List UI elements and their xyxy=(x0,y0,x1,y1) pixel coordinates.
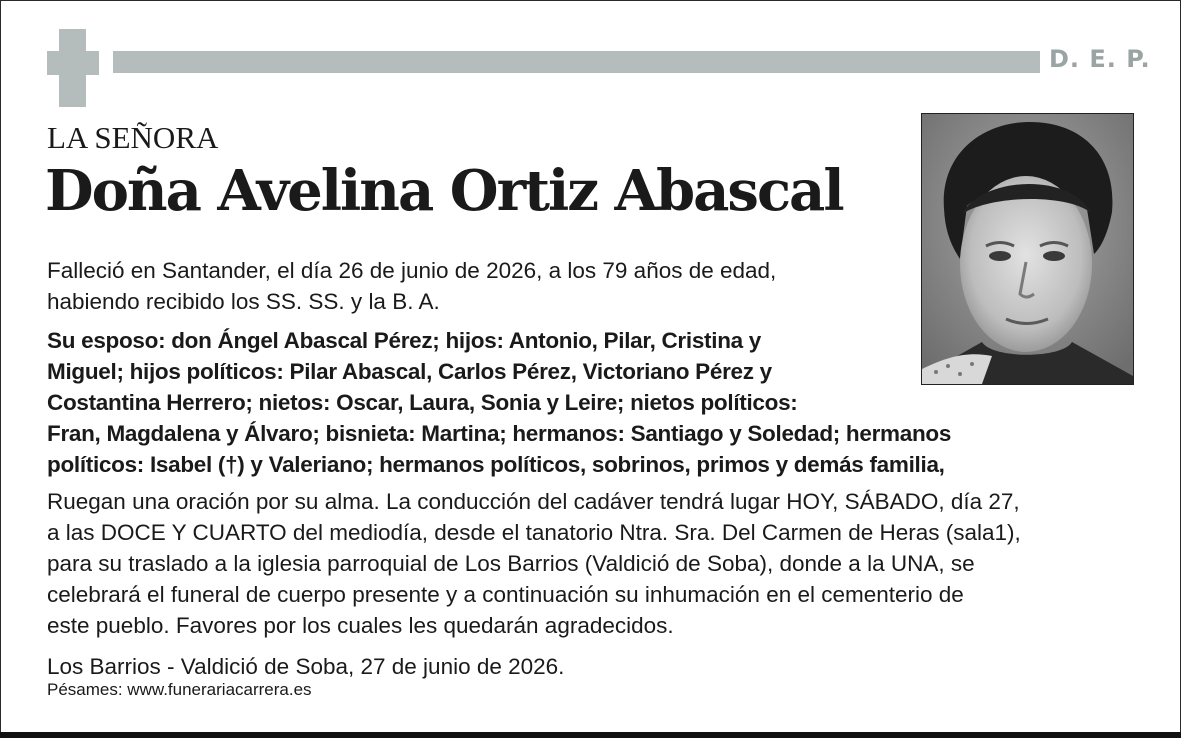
bottom-rule xyxy=(0,732,1181,738)
family-line: Su esposo: don Ángel Abascal Pérez; hijos: Antonio, Pilar, Cristina y xyxy=(47,328,762,353)
death-announcement xyxy=(47,255,917,317)
cross-icon xyxy=(47,29,99,107)
dep-label: D. E. P. xyxy=(1049,45,1151,73)
service-line: este pueblo. Favores por los cuales les quedarán agradecidos. xyxy=(47,613,674,638)
family-line: Miguel; hijos políticos: Pilar Abascal, Carlos Pérez, Victoriano Pérez y xyxy=(47,359,772,384)
deceased-name: Doña Avelina Ortiz Abascal xyxy=(45,158,843,224)
death-line: Falleció en Santander, el día 26 de junio de 2026, a los 79 años de edad, xyxy=(47,258,777,283)
death-line: habiendo recibido los SS. SS. y la B. A. xyxy=(47,289,440,314)
header-rule xyxy=(113,51,1040,73)
family-line: Fran, Magdalena y Álvaro; bisnieta: Martina; hermanos: Santiago y Soledad; hermanos xyxy=(47,421,952,446)
service-line: a las DOCE Y CUARTO del mediodía, desde el tanatorio Ntra. Sra. Del Carmen de Heras (sala1), xyxy=(47,520,1021,545)
family-list xyxy=(47,325,1137,480)
family-line: Costantina Herrero; nietos: Oscar, Laura, Sonia y Leire; nietos políticos: xyxy=(47,390,798,415)
condolences-link[interactable]: Pésames: www.funerariacarrera.es xyxy=(47,680,312,699)
pre-title: LA SEÑORA xyxy=(47,120,219,155)
service-line: Ruegan una oración por su alma. La conducción del cadáver tendrá lugar HOY, SÁBADO, día 27, xyxy=(47,489,1020,514)
family-line: políticos: Isabel (†) y Valeriano; hermanos políticos, sobrinos, primos y demás familia, xyxy=(47,452,945,477)
service-line: para su traslado a la iglesia parroquial de Los Barrios (Valdició de Soba), donde a la UNA, se xyxy=(47,551,975,576)
service-line: celebrará el funeral de cuerpo presente y a continuación su inhumación en el cementerio de xyxy=(47,582,964,607)
place-date: Los Barrios - Valdició de Soba, 27 de junio de 2026. xyxy=(47,654,565,679)
service-details xyxy=(47,486,1142,641)
